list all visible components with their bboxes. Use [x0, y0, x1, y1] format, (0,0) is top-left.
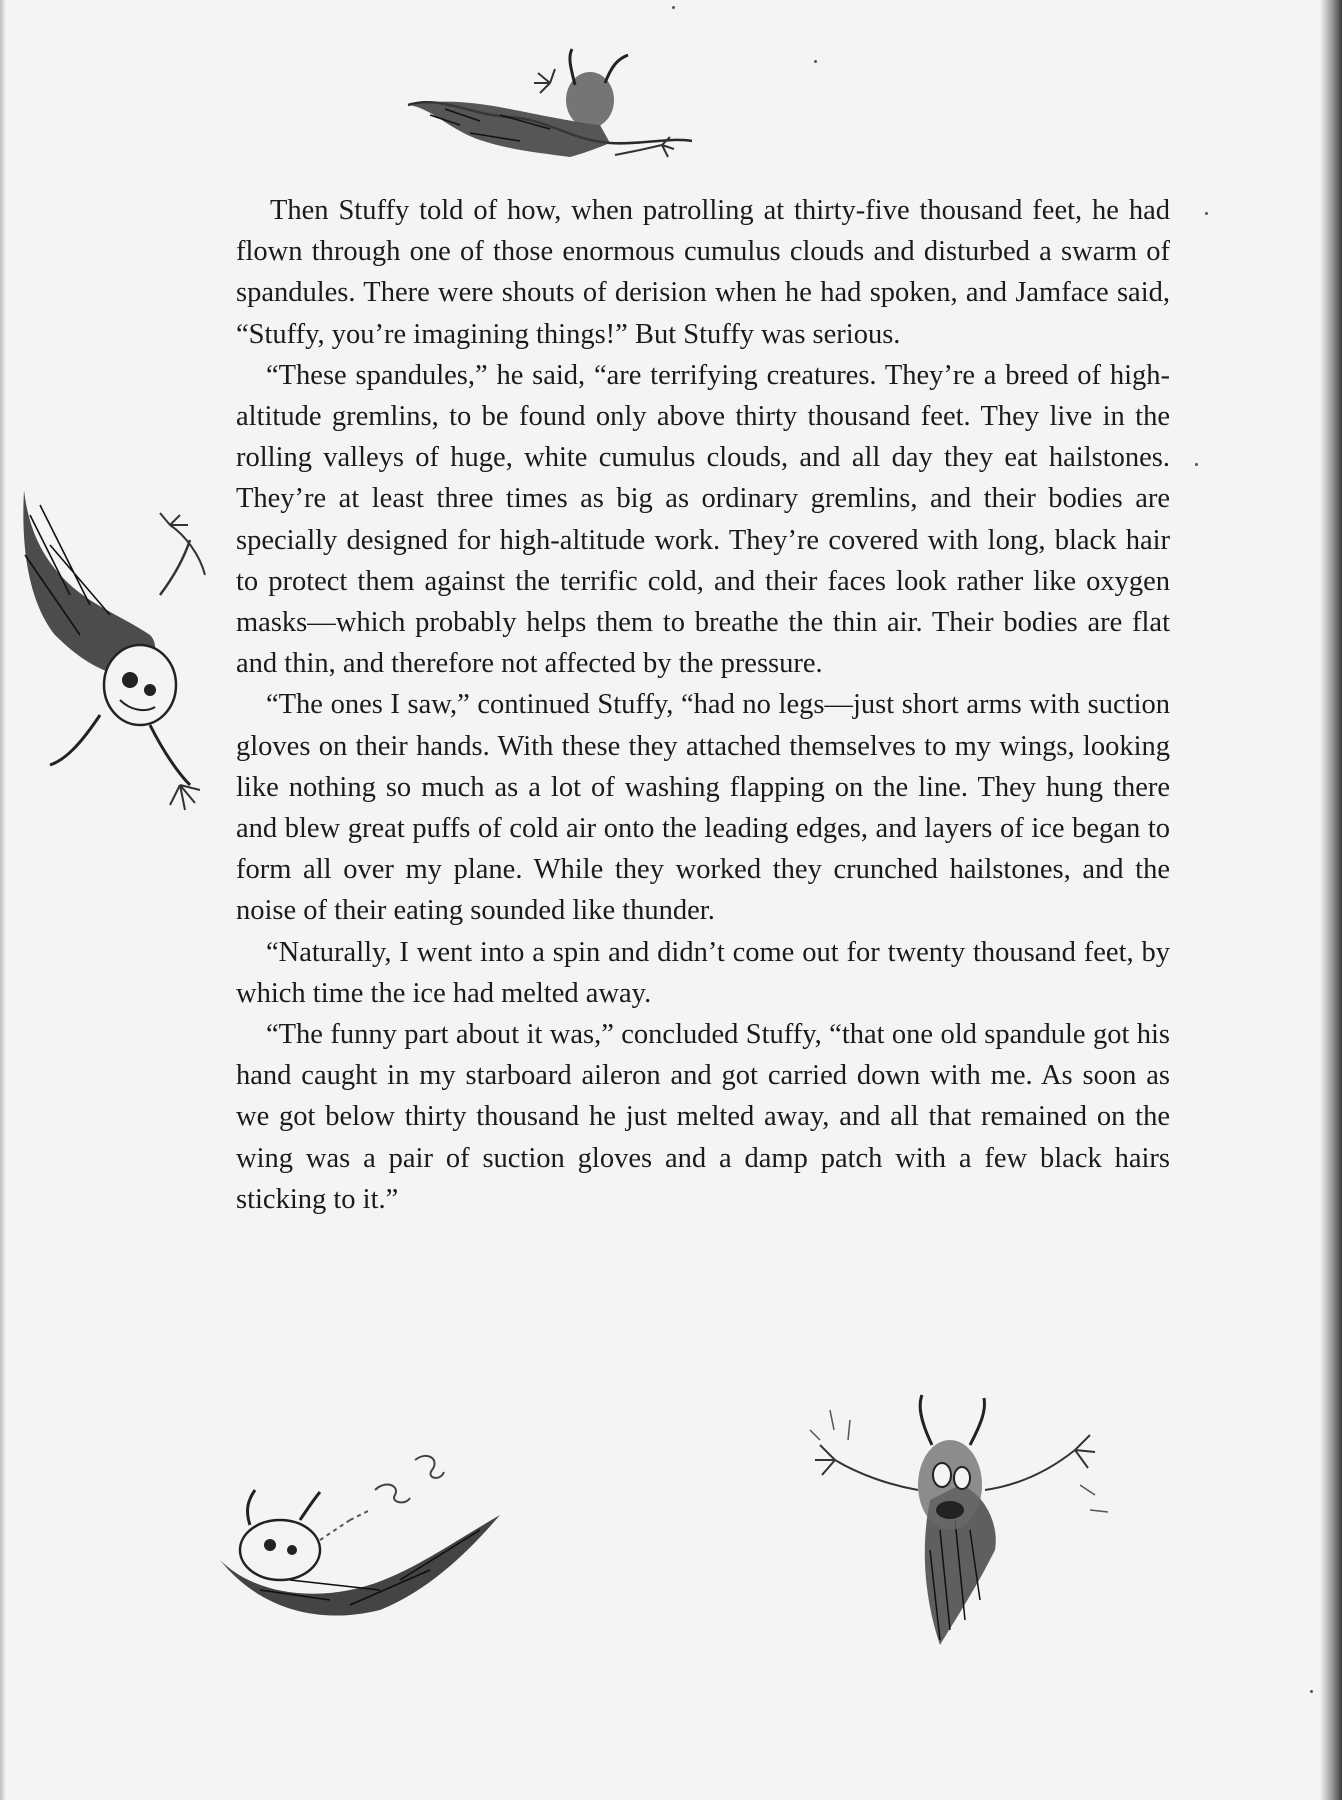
scan-speck [1195, 463, 1198, 466]
paragraph: “The ones I saw,” continued Stuffy, “had no legs—just short arms with suction gloves on their hands. With these they attached themselves to my wings, looking like nothing so much as a lot of washing flapping on the line. They hung there and blew great puffs of cold air onto the leading edges, and layers of ice began to form all over my plane. While they worked they crunched hailstones, and the noise of their eating sounded like thunder. [236, 689, 1170, 927]
scan-speck [1205, 212, 1208, 215]
paragraph: “Naturally, I went into a spin and didn’t come out for twenty thousand feet, by which time the ice had melted away. [236, 936, 1170, 1009]
paragraph: “The funny part about it was,” concluded Stuffy, “that one old spandule got his hand caught in my starboard aileron and got carried down with me. As soon as we got below thirty thousand he just melted away, and all that remained on the wing was a pair of suction gloves and a damp patch with a few black hairs sticking to it.” [236, 1019, 1170, 1215]
scan-speck [1310, 1690, 1313, 1693]
story-text [236, 190, 1170, 1220]
paragraph: Then Stuffy told of how, when patrolling at thirty-five thousand feet, he had flown through one of those enormous cumulus clouds and disturbed a swarm of spandules. There were shouts of derision when he had spoken, and Jamface said, “Stuffy, you’re imagining things!” But Stuffy was serious. [236, 195, 1170, 350]
scan-speck [814, 60, 817, 63]
page-gutter-shadow [0, 0, 6, 1800]
paragraph: “These spandules,” he said, “are terrifying creatures. They’re a breed of high-altitude gremlins, to be found only above thirty thousand feet. They live in the rolling valleys of huge, white cumulus clouds, and all day they eat hailstones. They’re at least three times as big as ordinary gremlins, and their bodies are specially designed for high-altitude work. They’re covered with long, black hair to protect them against the terrific cold, and their faces look rather like oxygen masks—which probably helps them to breathe the thin air. Their bodies are flat and thin, and therefore not affected by the pressure. [236, 359, 1170, 680]
spandule-flying-top-icon [400, 45, 700, 185]
scan-speck [672, 6, 675, 9]
spandule-diving-left-icon [10, 485, 220, 825]
spandule-blowing-air-icon [200, 1440, 530, 1630]
page-edge-shadow [1320, 0, 1342, 1800]
spandule-falling-right-icon [790, 1390, 1120, 1670]
